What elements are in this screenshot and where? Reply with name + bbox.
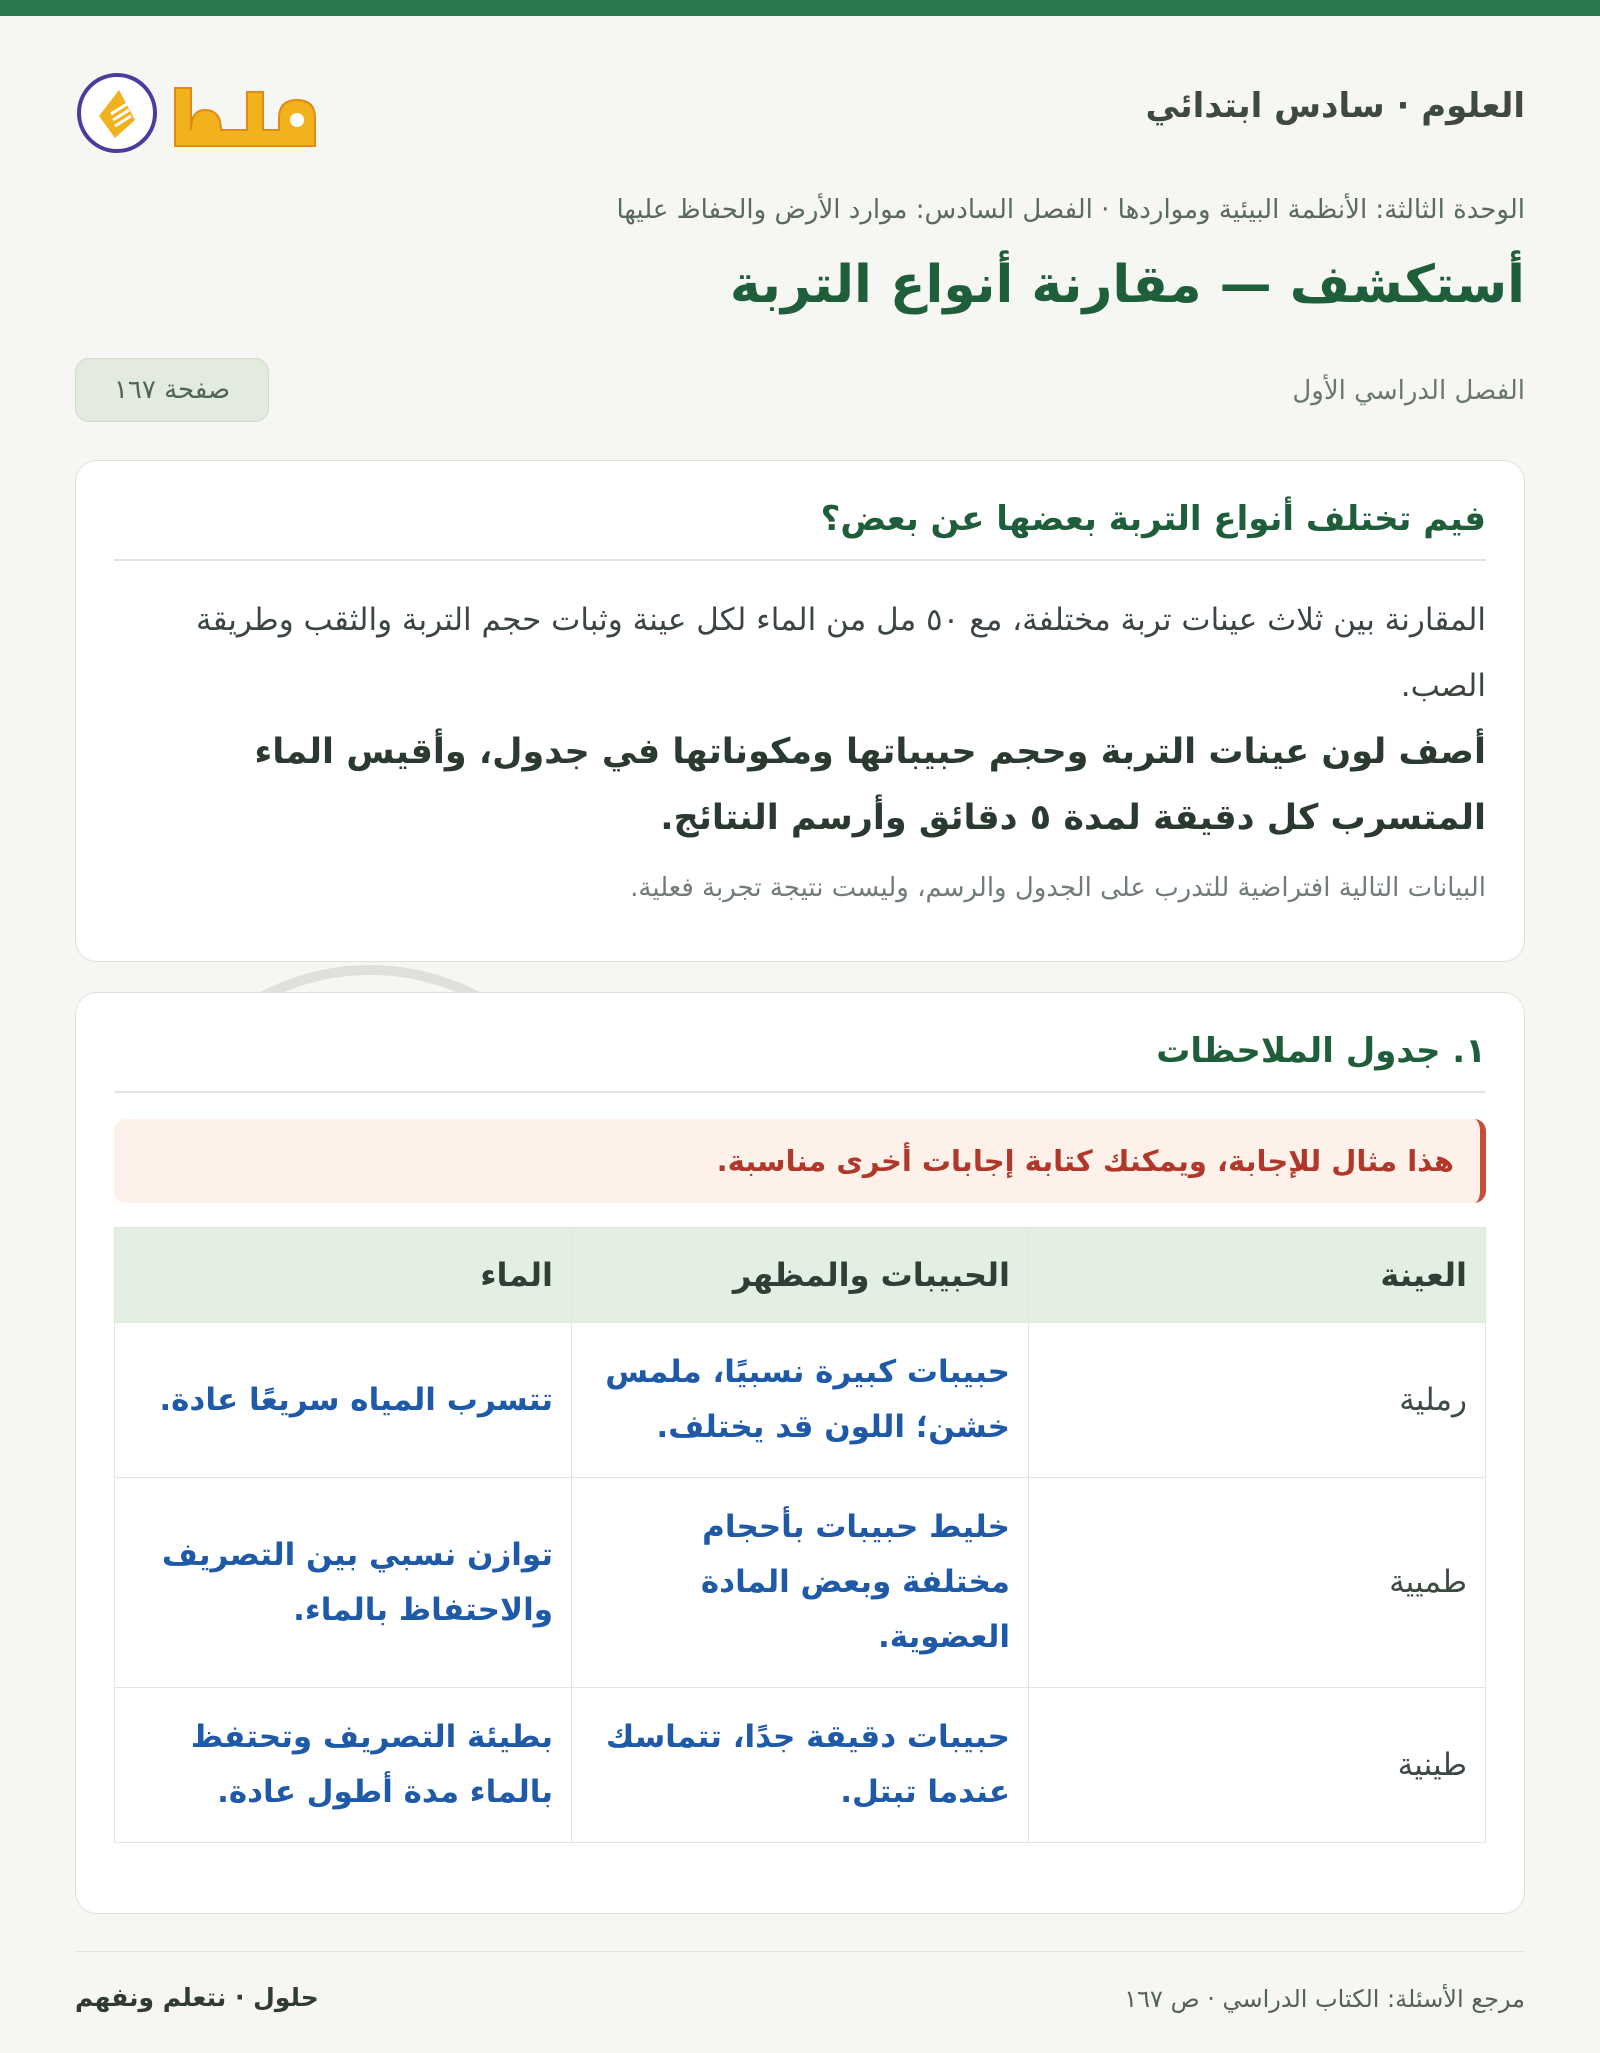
observations-heading: ١. جدول الملاحظات bbox=[114, 993, 1486, 1093]
question-heading: فيم تختلف أنواع التربة بعضها عن بعض؟ bbox=[114, 461, 1486, 561]
question-note: البيانات التالية افتراضية للتدرب على الجدول والرسم، وليست نتيجة تجربة فعلية. bbox=[630, 873, 1486, 903]
footer-divider bbox=[75, 1951, 1525, 1952]
grains-cell: حبيبات كبيرة نسبيًا، ملمس خشن؛ اللون قد يختلف. bbox=[572, 1323, 1029, 1478]
page-title: أستكشف — مقارنة أنواع التربة bbox=[729, 255, 1525, 315]
question-card bbox=[75, 460, 1525, 962]
page-number-badge: صفحة ١٦٧ bbox=[75, 358, 269, 422]
water-cell: بطيئة التصريف وتحتفظ بالماء مدة أطول عادة. bbox=[115, 1688, 572, 1843]
column-header-grains: الحبيبات والمظهر bbox=[572, 1228, 1029, 1323]
observations-card bbox=[75, 992, 1525, 1914]
observations-table bbox=[114, 1227, 1486, 1843]
grains-cell: خليط حبيبات بأحجام مختلفة وبعض المادة العضوية. bbox=[572, 1478, 1029, 1688]
sample-cell: طينية bbox=[1029, 1688, 1486, 1843]
subject-label: العلوم · سادس ابتدائي bbox=[1145, 86, 1525, 126]
table-row bbox=[115, 1478, 1486, 1688]
footer-brand[interactable]: حلول · نتعلم ونفهم bbox=[75, 1983, 319, 2012]
water-cell: توازن نسبي بين التصريف والاحتفاظ بالماء. bbox=[115, 1478, 572, 1688]
header bbox=[75, 58, 1525, 158]
water-cell: تتسرب المياه سريعًا عادة. bbox=[115, 1323, 572, 1478]
alert-text: هذا مثال للإجابة، ويمكنك كتابة إجابات أخرى مناسبة. bbox=[716, 1144, 1454, 1178]
table-row bbox=[115, 1688, 1486, 1843]
footer-reference: مرجع الأسئلة: الكتاب الدراسي · ص ١٦٧ bbox=[1124, 1985, 1525, 2013]
question-task: أصف لون عينات التربة وحجم حبيباتها ومكوناتها في جدول، وأقيس الماء المتسرب كل دقيقة لمدة ٥ دقائق وأرسم النتائج. bbox=[254, 732, 1486, 838]
column-header-sample: العينة bbox=[1029, 1228, 1486, 1323]
top-accent-bar bbox=[0, 0, 1600, 16]
sample-cell: طميية bbox=[1029, 1478, 1486, 1688]
grains-cell: حبيبات دقيقة جدًا، تتماسك عندما تبتل. bbox=[572, 1688, 1029, 1843]
sample-cell: رملية bbox=[1029, 1323, 1486, 1478]
hulool-logo[interactable] bbox=[75, 58, 345, 158]
question-intro: المقارنة بين ثلاث عينات تربة مختلفة، مع ٥٠ مل من الماء لكل عينة وثبات حجم التربة والثقب وطريقة الصب. bbox=[196, 602, 1486, 704]
unit-chapter-line: الوحدة الثالثة: الأنظمة البيئية ومواردها · الفصل السادس: موارد الأرض والحفاظ عليها bbox=[616, 195, 1525, 225]
column-header-water: الماء bbox=[115, 1228, 572, 1323]
table-row bbox=[115, 1323, 1486, 1478]
example-answer-alert bbox=[114, 1119, 1486, 1203]
table-header-row bbox=[115, 1228, 1486, 1323]
semester-label: الفصل الدراسي الأول bbox=[1292, 376, 1525, 406]
